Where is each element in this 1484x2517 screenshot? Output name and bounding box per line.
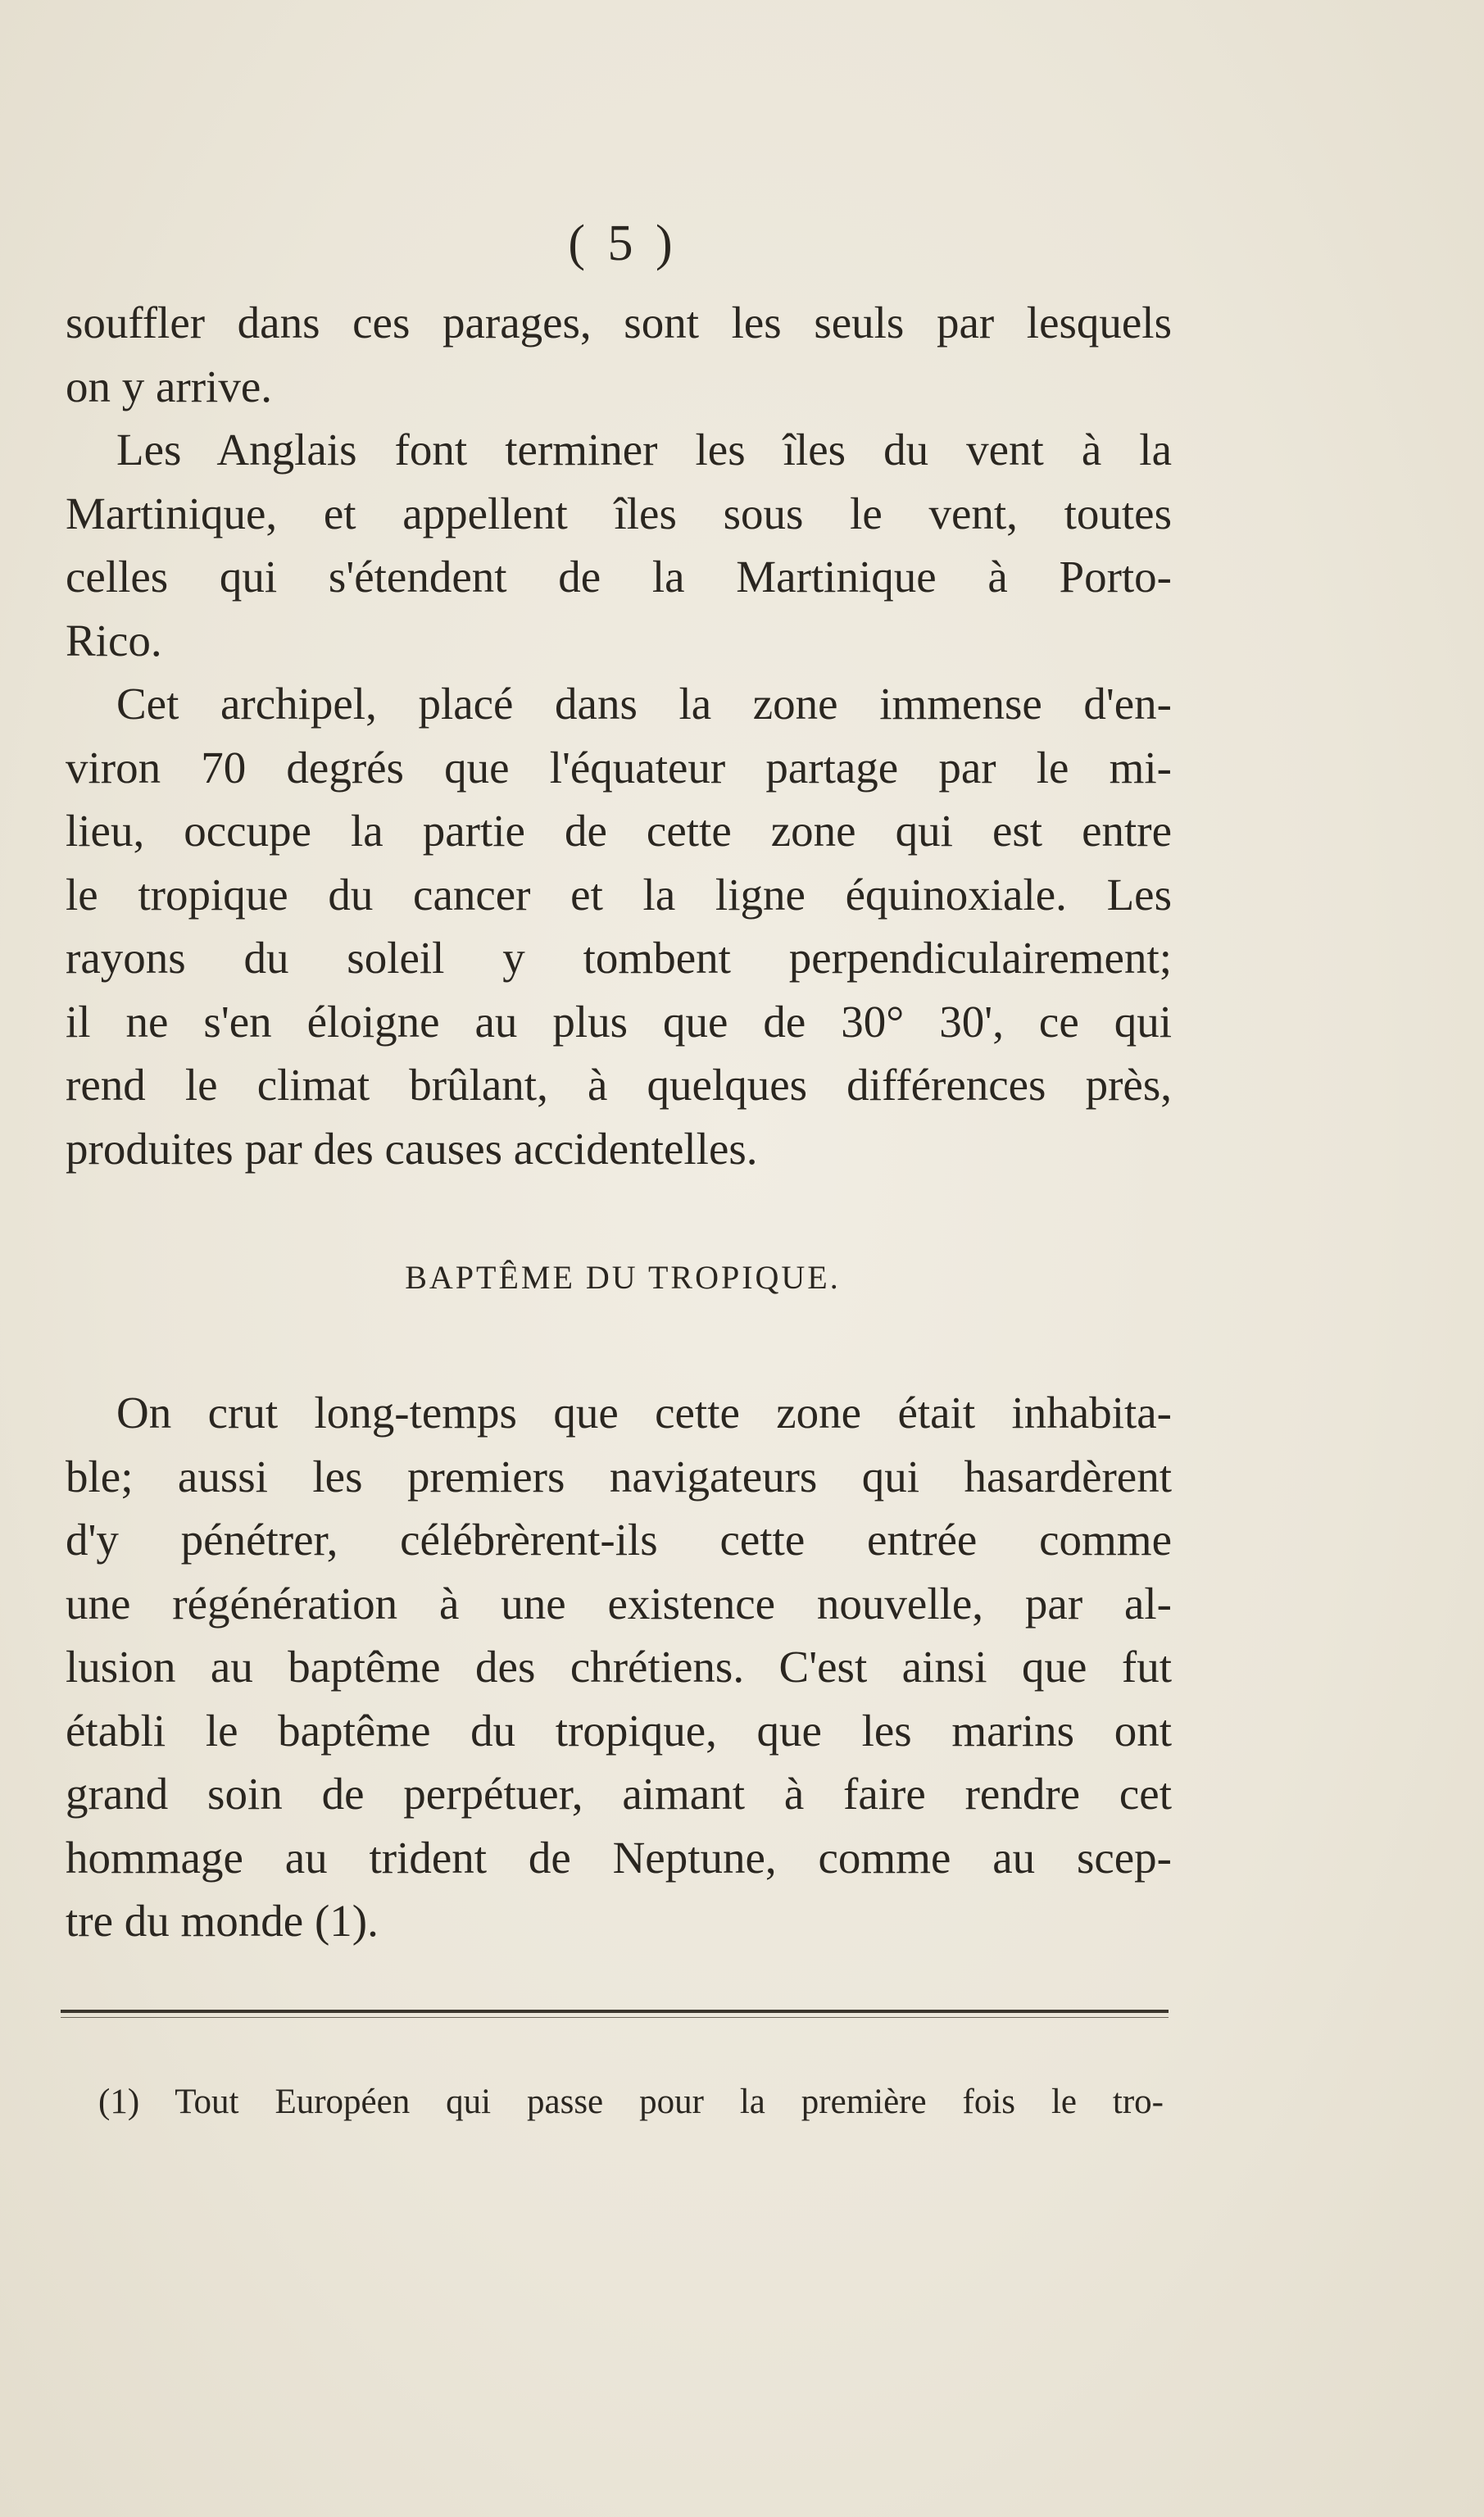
text-line: une régénération à une existence nouvelle, par al- <box>66 1578 1172 1629</box>
text-line: le tropique du cancer et la ligne équinoxiale. Les <box>66 869 1172 920</box>
text-line: lusion au baptême des chrétiens. C'est ainsi que fut <box>66 1642 1172 1692</box>
footnote: (1) Tout Européen qui passe pour la première fois le tro- <box>98 2083 1164 2121</box>
text-line: celles qui s'étendent de la Martinique à Porto- <box>66 552 1172 602</box>
text-line: d'y pénétrer, célébrèrent-ils cette entrée comme <box>66 1515 1172 1565</box>
text-line: hommage au trident de Neptune, comme au scep- <box>66 1832 1172 1883</box>
text-line: ble; aussi les premiers navigateurs qui hasardèrent <box>66 1451 1172 1502</box>
text-line: On crut long-temps que cette zone était inhabita- <box>116 1388 1172 1438</box>
text-line: on y arrive. <box>66 361 272 411</box>
text-line: établi le baptême du tropique, que les marins ont <box>66 1705 1172 1756</box>
text-line: tre du monde (1). <box>66 1896 379 1946</box>
text-line: rend le climat brûlant, à quelques différences près, <box>66 1060 1172 1110</box>
text-block-top <box>66 291 1172 1180</box>
text-line: Rico. <box>66 615 162 666</box>
text-line: viron 70 degrés que l'équateur partage par le mi- <box>66 742 1172 793</box>
footnote-rule-thin <box>61 2017 1169 2018</box>
text-line: souffler dans ces parages, sont les seuls par lesquels <box>66 298 1172 348</box>
footnote-rule <box>61 2010 1169 2013</box>
text-line: rayons du soleil y tombent perpendiculairement; <box>66 933 1172 983</box>
section-heading: BAPTÊME DU TROPIQUE. <box>405 1259 841 1296</box>
page-number: ( 5 ) <box>568 216 678 271</box>
text-line: lieu, occupe la partie de cette zone qui est entre <box>66 806 1172 856</box>
text-line: Les Anglais font terminer les îles du vent à la <box>116 425 1172 475</box>
text-block-bottom <box>66 1381 1172 1953</box>
text-line: grand soin de perpétuer, aimant à faire rendre cet <box>66 1769 1172 1819</box>
text-line: Cet archipel, placé dans la zone immense d'en- <box>116 679 1172 729</box>
text-line: il ne s'en éloigne au plus que de 30° 30', ce qui <box>66 996 1172 1047</box>
text-line: produites par des causes accidentelles. <box>66 1123 758 1174</box>
text-line: Martinique, et appellent îles sous le vent, toutes <box>66 488 1172 538</box>
